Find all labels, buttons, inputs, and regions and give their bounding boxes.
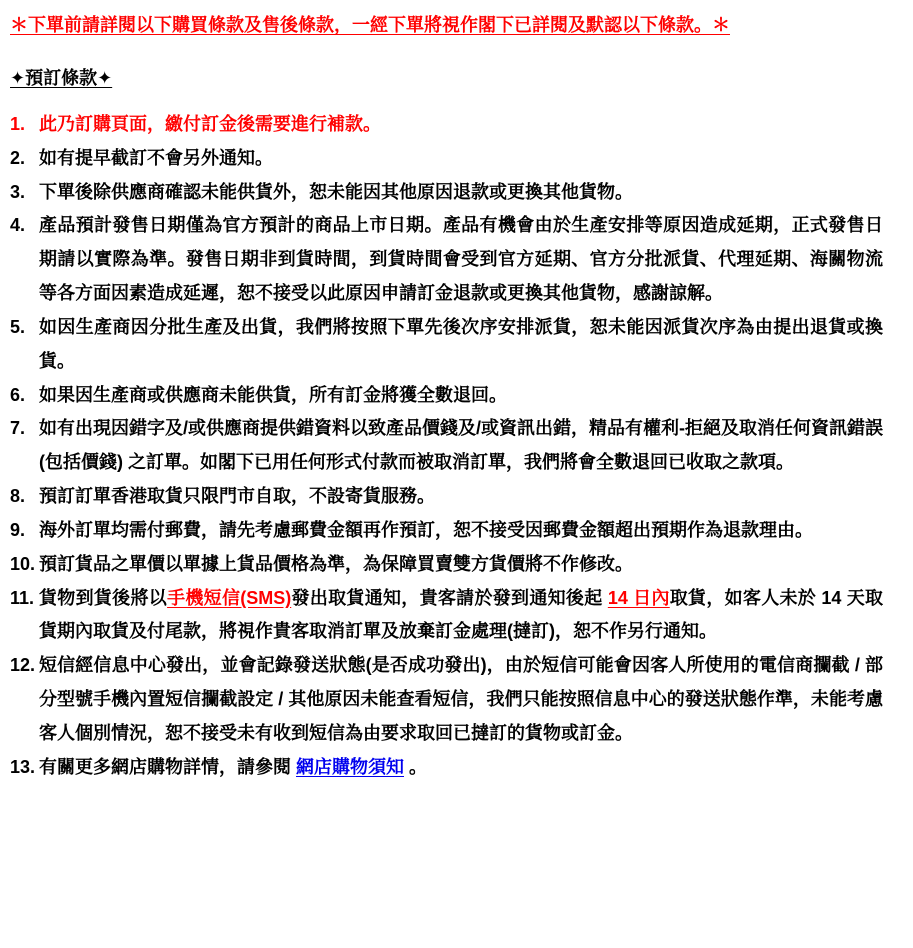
term-item (10, 480, 883, 514)
term-text-segment: 有關更多網店購物詳情，請參閱 (39, 756, 296, 777)
term-text-segment: 如有提早截訂不會另外通知。 (39, 147, 273, 168)
term-number: 3. (10, 181, 26, 202)
term-text (39, 486, 435, 506)
term-text (39, 588, 883, 642)
term-text (39, 757, 427, 777)
term-item (10, 582, 883, 650)
term-text (39, 148, 273, 168)
term-number: 13. (10, 756, 36, 777)
term-text-segment: 發出取貨通知，貴客請於發到通知後起 (291, 587, 608, 608)
term-number: 9. (10, 519, 26, 540)
term-item (10, 209, 883, 310)
term-item (10, 649, 883, 750)
term-text (39, 554, 633, 574)
term-text-segment: 產品預計發售日期僅為官方預計的商品上市日期。產品有機會由於生產安排等原因造成延期，正式發售日期請以實際為準。發售日期非到貨時間，到貨時間會受到官方延期、官方分批派貨、代理延期、海關物流等各方面因素造成延遲，恕不接受以此原因申請訂金退款或更換其他貨物，感謝諒解。 (39, 215, 883, 304)
term-text (39, 215, 883, 303)
term-number: 8. (10, 486, 26, 507)
term-item (10, 412, 883, 480)
term-text-segment: 。 (404, 756, 428, 777)
term-text-segment: 下單後除供應商確認未能供貨外，恕未能因其他原因退款或更換其他貨物。 (39, 181, 633, 202)
term-text-segment: 取貨，如客人未於 14 天取貨期內取貨及付尾款，將視作貴客取消訂單及放棄訂金處理(撻訂)，恕不作另行通知。 (39, 587, 883, 642)
term-text-segment: 預訂貨品之單價以單據上貨品價格為準，為保障買賣雙方貨價將不作修改。 (39, 553, 633, 574)
term-text-segment: 海外訂單均需付郵費，請先考慮郵費金額再作預訂，恕不接受因郵費金額超出預期作為退款理由。 (39, 519, 813, 540)
term-text-segment: 如果因生產商或供應商未能供貨，所有訂金將獲全數退回。 (39, 384, 507, 405)
term-text (39, 385, 507, 405)
term-text (39, 114, 381, 134)
emphasis-text: 手機短信(SMS) (167, 587, 292, 608)
term-text-segment: 如因生產商因分批生產及出貨，我們將按照下單先後次序安排派貨，恕未能因派貨次序為由提出退貨或換貨。 (39, 316, 883, 371)
term-number: 7. (10, 418, 26, 439)
term-text-segment: 預訂訂單香港取貨只限門市自取，不設寄貨服務。 (39, 486, 435, 507)
term-item (10, 548, 883, 582)
preorder-terms-title: ✦預訂條款✦ (10, 68, 113, 88)
term-item (10, 514, 883, 548)
term-item (10, 108, 883, 142)
term-item (10, 311, 883, 379)
terms-list (10, 108, 883, 785)
term-item (10, 751, 883, 785)
term-number: 5. (10, 316, 26, 337)
term-text (39, 520, 813, 540)
term-number: 10. (10, 553, 36, 574)
term-number: 2. (10, 147, 26, 168)
emphasis-text: 14 日內 (607, 587, 670, 608)
term-text (39, 317, 883, 371)
term-number: 1. (10, 114, 26, 134)
term-text-segment: 如有出現因錯字及/或供應商提供錯資料以致產品價錢及/或資訊出錯，精品有權利-拒絕及取消任何資訊錯誤(包括價錢) 之訂單。如閣下已用任何形式付款而被取消訂單，我們將會全數退回已收取之款項。 (39, 418, 883, 473)
term-item (10, 379, 883, 413)
term-text (39, 182, 633, 202)
term-number: 11. (10, 587, 35, 608)
purchase-notice-header: ＊下單前請詳閱以下購買條款及售後條款，一經下單將視作閣下已詳閱及默認以下條款。＊ (10, 15, 730, 35)
emphasis-text: 此乃訂購頁面，繳付訂金後需要進行補款。 (39, 114, 381, 134)
term-number: 6. (10, 384, 26, 405)
shop-guide-link[interactable]: 網店購物須知 (296, 756, 404, 777)
term-number: 4. (10, 215, 26, 236)
term-item (10, 176, 883, 210)
term-text-segment: 短信經信息中心發出，並會記錄發送狀態(是否成功發出)，由於短信可能會因客人所使用的電信商攔截 / 部分型號手機內置短信攔截設定 / 其他原因未能查看短信，我們只能按照信息中心的發送狀態作準，未能考慮客人個別情況，恕不接受未有收到短信為由要求取回已撻訂的貨物或訂金。 (39, 655, 883, 743)
term-text (39, 655, 883, 743)
term-text-segment: 貨物到貨後將以 (39, 587, 168, 608)
term-number: 12. (10, 655, 36, 676)
term-text (39, 418, 883, 472)
term-item (10, 142, 883, 176)
